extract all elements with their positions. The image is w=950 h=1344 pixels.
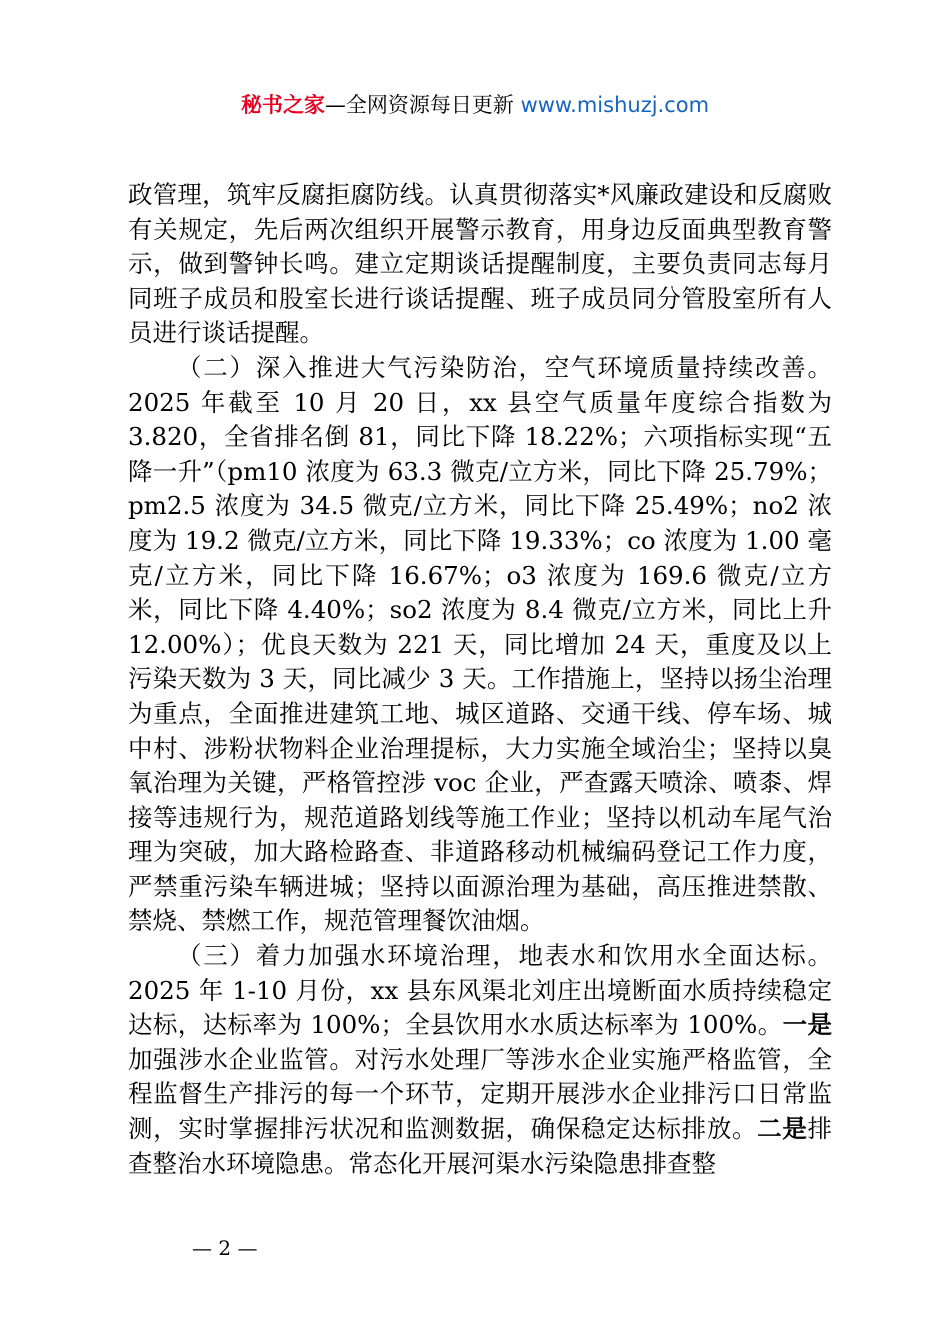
brand-name: 秘书之家 [240,93,325,117]
page-number: — 2 — [192,1236,258,1260]
site-banner [0,88,950,122]
paragraph-air-pollution: （二）深入推进大气污染防治，空气环境质量持续改善。2025 年截至 10 月 20 日，xx 县空气质量年度综合指数为 3.820，全省排名倒 81，同比下降 18.22%；六项指标实现“五降一升”（pm10 浓度为 63.3 微克/立方米，同比下降 25.79%；pm2.5 浓度为 34.5 微克/立方米，同比下降 25.49%；no2 浓度为 19.2 微克/立方米，同比下降 19.33%；co 浓度为 1.00 毫克/立方米，同比下降 16.67%；o3 浓度为 169.6 微克/立方米，同比下降 4.40%；so2 浓度为 8.4 微克/立方米，同比上升 12.00%）；优良天数为 221 天，同比增加 24 天，重度及以上污染天数为 3 天，同比减少 3 天。工作措施上，坚持以扬尘治理为重点，全面推进建筑工地、城区道路、交通干线、停车场、城中村、涉粉状物料企业治理提标，大力实施全域治尘；坚持以臭氧治理为关键，严格管控涉 voc 企业，严查露天喷涂、喷桼、焊接等违规行为，规范道路划线等施工作业；坚持以机动车尾气治理为突破，加大路检路查、非道路移动机械编码登记工作力度，严禁重污染车辆进城；坚持以面源治理为基础，高压推进禁散、禁烧、禁燃工作，规范管理餐饮油烟。 [128,352,832,936]
water-intro-text: （三）着力加强水环境治理，地表水和饮用水全面达标。2025 年 1-10 月份，xx 县东风渠北刘庄出境断面水质持续稳定达标，达标率为 100%；全县饮用水水质达标率为 100%。 [128,941,832,1040]
document-body [128,178,832,1181]
paragraph-discipline: 政管理，筑牢反腐拒腐防线。认真贯彻落实*风廉政建设和反腐败有关规定，先后两次组织开展警示教育，用身边反面典型教育警示，做到警钟长鸣。建立定期谈话提醒制度，主要负责同志每月同班子成员和股室长进行谈话提醒、班子成员同分管股室所有人员进行谈话提醒。 [128,180,832,348]
point-two-text: 排查整治水环境隐患。常态化开展河渠水污染隐患排查整 [128,1114,833,1178]
point-one-text: 加强涉水企业监管。对污水处理厂等涉水企业实施严格监管，全程监督生产排污的每一个环节，定期开展涉水企业排污口日常监测，实时掌握排污状况和监测数据，确保稳定达标排放。 [128,1044,832,1144]
point-one-label: 一是 [782,1010,832,1040]
point-two-label: 二是 [757,1114,808,1144]
banner-tagline: —全网资源每日更新 [324,93,521,117]
paragraph-water-environment [128,939,832,1181]
site-url-link[interactable]: www.mishuzj.com [520,93,710,117]
